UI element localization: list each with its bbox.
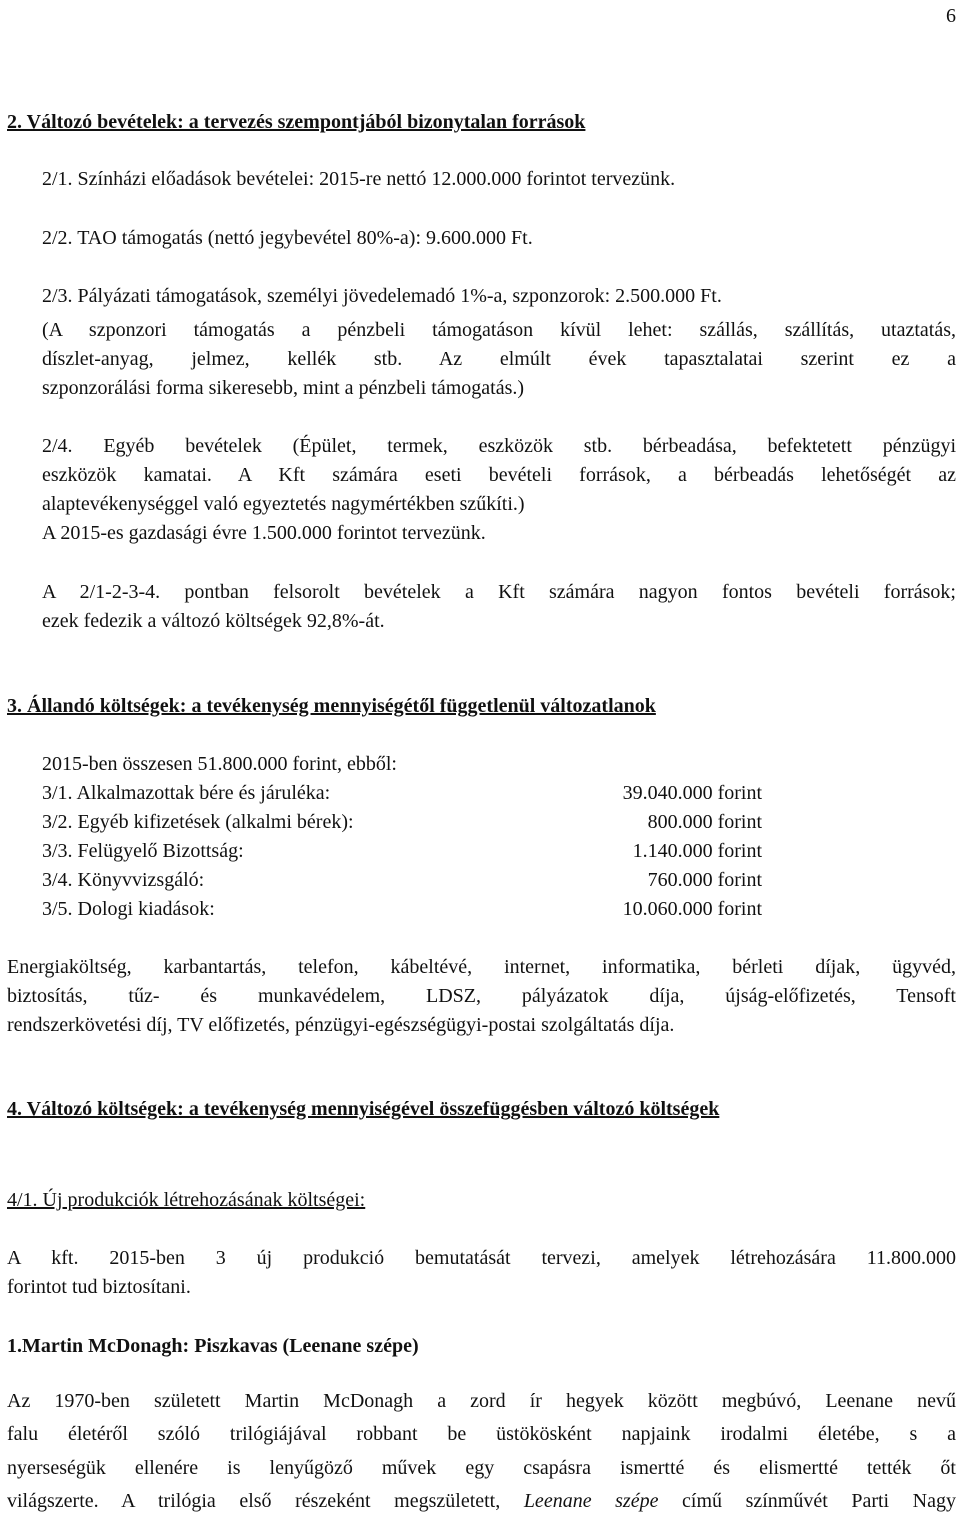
cost-item-amount: 1.140.000 forint (632, 840, 762, 862)
cost-item-label: 3/5. Dologi kiadások: (42, 898, 215, 920)
item-2-4-line: A 2015-es gazdasági évre 1.500.000 forintot tervezünk. (42, 522, 486, 544)
production-title: 1.Martin McDonagh: Piszkavas (Leenane szépe) (7, 1335, 419, 1357)
production-text-line (7, 1487, 956, 1516)
item-2-4-line: alaptevékenységgel való egyeztetés nagymértékben szűkíti.) (42, 493, 525, 515)
cost-item-amount: 10.060.000 forint (622, 898, 762, 920)
cost-item-label: 3/3. Felügyelő Bizottság: (42, 840, 244, 862)
item-2-1: 2/1. Színházi előadások bevételei: 2015-re nettó 12.000.000 forintot tervezünk. (42, 168, 676, 190)
summary-line: A 2/1-2-3-4. pontban felsorolt bevételek a Kft számára nagyon fontos bevételi források; (42, 581, 956, 603)
production-text-part: című színművét Parti Nagy (658, 1490, 956, 1512)
production-title-italic: Leenane szépe (523, 1490, 659, 1512)
cost-item-amount: 800.000 forint (647, 811, 762, 833)
sponsor-note-line: (A szponzori támogatás a pénzbeli támogatáson kívül lehet: szállás, szállítás, utaztatás, (42, 319, 956, 341)
sponsor-note-line: díszlet-anyag, jelmez, kellék stb. Az elmúlt évek tapasztalatai szerint ez a (42, 348, 956, 370)
cost-item-label: 3/4. Könyvvizsgáló: (42, 869, 205, 891)
section-4-heading: 4. Változó költségek: a tevékenység mennyiségével összefüggésben változó költségek (7, 1098, 720, 1120)
cost-item-amount: 39.040.000 forint (622, 782, 762, 804)
page-number: 6 (946, 5, 956, 27)
section-2-heading: 2. Változó bevételek: a tervezés szempontjából bizonytalan források (7, 111, 586, 133)
cost-item-label: 3/1. Alkalmazottak bére és járuléka: (42, 782, 331, 804)
item-2-3: 2/3. Pályázati támogatások, személyi jövedelemadó 1%-a, szponzorok: 2.500.000 Ft. (42, 285, 722, 307)
production-text-line: Az 1970-ben született Martin McDonagh a zord ír hegyek között megbúvó, Leenane nevű (7, 1390, 956, 1412)
details-line: rendszerkövetési díj, TV előfizetés, pénzügyi-egészségügyi-postai szolgáltatás díja. (7, 1014, 675, 1036)
productions-text-line: A kft. 2015-ben 3 új produkció bemutatását tervezi, amelyek létrehozására 11.800.000 (7, 1247, 956, 1269)
production-text-line: nyerseségük ellenére is lenyűgöző művek egy csapásra ismertté és elismertté tették őt (7, 1457, 956, 1479)
production-text-line: falu életéről szóló trilógiájával robbant be üstökösként napjaink irodalmi életébe, s a (7, 1423, 956, 1445)
details-line: biztosítás, tűz- és munkavédelem, LDSZ, pályázatok díja, újság-előfizetés, Tensoft (7, 985, 956, 1007)
details-line: Energiaköltség, karbantartás, telefon, kábeltévé, internet, informatika, bérleti díjak, ügyvéd, (7, 956, 956, 978)
production-text-part: világszerte. A trilógia első részeként megszületett, (7, 1490, 524, 1512)
cost-item-amount: 760.000 forint (647, 869, 762, 891)
subsection-4-1-heading: 4/1. Új produkciók létrehozásának költségei: (7, 1189, 366, 1211)
summary-line: ezek fedezik a változó költségek 92,8%-át. (42, 610, 385, 632)
section-3-heading: 3. Állandó költségek: a tevékenység mennyiségétől függetlenül változatlanok (7, 695, 656, 717)
fixed-costs-intro: 2015-ben összesen 51.800.000 forint, ebből: (42, 753, 397, 775)
item-2-2: 2/2. TAO támogatás (nettó jegybevétel 80%-a): 9.600.000 Ft. (42, 227, 533, 249)
cost-item-label: 3/2. Egyéb kifizetések (alkalmi bérek): (42, 811, 354, 833)
productions-text-line: forintot tud biztosítani. (7, 1276, 191, 1298)
item-2-4-line: eszközök kamatai. A Kft számára eseti bevételi források, a bérbeadás lehetőségét az (42, 464, 956, 486)
sponsor-note-line: szponzorálási forma sikeresebb, mint a pénzbeli támogatás.) (42, 377, 525, 399)
item-2-4-line: 2/4. Egyéb bevételek (Épület, termek, eszközök stb. bérbeadása, befektetett pénzügyi (42, 435, 956, 457)
